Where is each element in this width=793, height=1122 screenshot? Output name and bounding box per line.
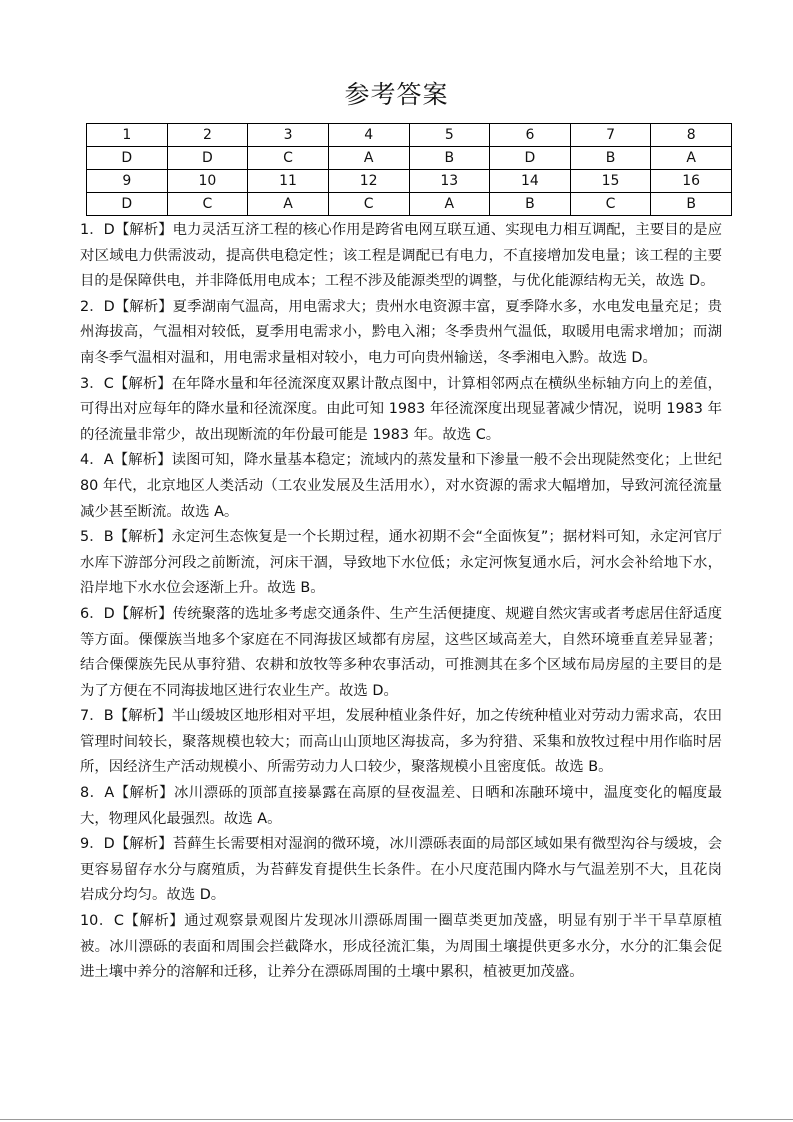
question-number-cell: 7 bbox=[570, 124, 651, 147]
question-number-cell: 4 bbox=[328, 124, 409, 147]
question-number-cell: 10 bbox=[167, 170, 248, 193]
explanation-item: 9．D【解析】苔藓生长需要相对湿润的微环境，冰川漂砾表面的局部区域如果有微型沟谷与缓坡，会更容易留存水分与腐殖质，为苔藓发育提供生长条件。在小尺度范围内降水与气温差别不大，且花岗岩成分均匀。故选 D。 bbox=[80, 836, 722, 904]
explanation-item: 6．D【解析】传统聚落的选址多考虑交通条件、生产生活便捷度、规避自然灾害或者考虑居住舒适度等方面。傈僳族当地多个家庭在不同海拔区域都有房屋，这些区域高差大，自然环境垂直差异显著；结合傈僳族先民从事狩猎、农耕和放牧等多种农事活动，可推测其在多个区域布局房屋的主要目的是为了方便在不同海拔地区进行农业生产。故选 D。 bbox=[80, 605, 722, 699]
answer-table-row-answers bbox=[87, 193, 732, 216]
explanation-item: 2．D【解析】夏季湖南气温高，用电需求大；贵州水电资源丰富，夏季降水多，水电发电量充足；贵州海拔高，气温相对较低，夏季用电需求小，黔电入湘；冬季贵州气温低，取暖用电需求增加；而湖南冬季气温相对温和，用电需求量相对较小，电力可向贵州输送，冬季湘电入黔。故选 D。 bbox=[80, 298, 722, 366]
question-number-cell: 12 bbox=[328, 170, 409, 193]
answer-table-row-questions bbox=[87, 124, 732, 147]
explanation-item: 7．B【解析】半山缓坡区地形相对平坦，发展种植业条件好，加之传统种植业对劳动力需求高，农田管理时间较长，聚落规模也较大；而高山山顶地区海拔高，多为狩猎、采集和放牧过程中用作临时居所，因经济生产活动规模小、所需劳动力人口较少，聚落规模小且密度低。故选 B。 bbox=[80, 708, 722, 776]
explanation-item: 10．C【解析】通过观察景观图片发现冰川漂砾周围一圈草类更加茂盛，明显有别于半干旱草原植被。冰川漂砾的表面和周围会拦截降水，形成径流汇集，为周围土壤提供更多水分，水分的汇集会促进土壤中养分的溶解和迁移，让养分在漂砾周围的土壤中累积，植被更加茂盛。 bbox=[80, 913, 722, 981]
answer-cell: A bbox=[328, 147, 409, 170]
explanation-item: 5．B【解析】永定河生态恢复是一个长期过程，通水初期不会“全面恢复”；据材料可知，永定河官厅水库下游部分河段之前断流，河床干涸，导致地下水位低；永定河恢复通水后，河水会补给地下水，沿岸地下水水位会逐渐上升。故选 B。 bbox=[80, 529, 722, 597]
answer-cell: C bbox=[248, 147, 329, 170]
question-number-cell: 3 bbox=[248, 124, 329, 147]
page-title: 参考答案 bbox=[344, 80, 449, 109]
explanation-item: 1．D【解析】电力灵活互济工程的核心作用是跨省电网互联互通、实现电力相互调配，主要目的是应对区域电力供需波动，提高供电稳定性；该工程是调配已有电力，不直接增加发电量；该工程的主要目的是保障供电，并非降低用电成本；工程不涉及能源类型的调整，与优化能源结构无关，故选 D。 bbox=[80, 222, 722, 290]
question-number-cell: 5 bbox=[409, 124, 490, 147]
explanation-item: 4．A【解析】读图可知，降水量基本稳定；流域内的蒸发量和下渗量一般不会出现陡然变化；上世纪 80 年代，北京地区人类活动（工农业发展及生活用水），对水资源的需求大幅增加，导致河流径流量减少甚至断流。故选 A。 bbox=[80, 452, 722, 520]
answer-cell: B bbox=[570, 147, 651, 170]
answer-cell: D bbox=[167, 147, 248, 170]
answer-cell: B bbox=[490, 193, 571, 216]
question-number-cell: 11 bbox=[248, 170, 329, 193]
answer-cell: A bbox=[409, 193, 490, 216]
question-number-cell: 13 bbox=[409, 170, 490, 193]
question-number-cell: 16 bbox=[651, 170, 732, 193]
answer-cell: D bbox=[87, 193, 168, 216]
answer-table bbox=[86, 123, 732, 216]
explanation-item: 3．C【解析】在年降水量和年径流深度双累计散点图中，计算相邻两点在横纵坐标轴方向上的差值，可得出对应每年的降水量和径流深度。由此可知 1983 年径流深度出现显著减少情况，说明 1983 年的径流量非常少，故出现断流的年份最可能是 1983 年。故选 C。 bbox=[80, 375, 722, 443]
explanation-list bbox=[80, 218, 722, 986]
question-number-cell: 2 bbox=[167, 124, 248, 147]
answer-cell: D bbox=[87, 147, 168, 170]
answer-cell: C bbox=[570, 193, 651, 216]
question-number-cell: 1 bbox=[87, 124, 168, 147]
answer-cell: A bbox=[651, 147, 732, 170]
answer-cell: B bbox=[409, 147, 490, 170]
question-number-cell: 6 bbox=[490, 124, 571, 147]
answer-table-row-questions bbox=[87, 170, 732, 193]
answer-cell: A bbox=[248, 193, 329, 216]
explanation-item: 8．A【解析】冰川漂砾的顶部直接暴露在高原的昼夜温差、日晒和冻融环境中，温度变化的幅度最大，物理风化最强烈。故选 A。 bbox=[80, 785, 722, 827]
question-number-cell: 8 bbox=[651, 124, 732, 147]
question-number-cell: 15 bbox=[570, 170, 651, 193]
page-bottom-divider bbox=[0, 1119, 793, 1120]
answer-cell: C bbox=[328, 193, 409, 216]
answer-cell: D bbox=[490, 147, 571, 170]
answer-table-row-answers bbox=[87, 147, 732, 170]
question-number-cell: 14 bbox=[490, 170, 571, 193]
answer-cell: B bbox=[651, 193, 732, 216]
question-number-cell: 9 bbox=[87, 170, 168, 193]
answer-cell: C bbox=[167, 193, 248, 216]
